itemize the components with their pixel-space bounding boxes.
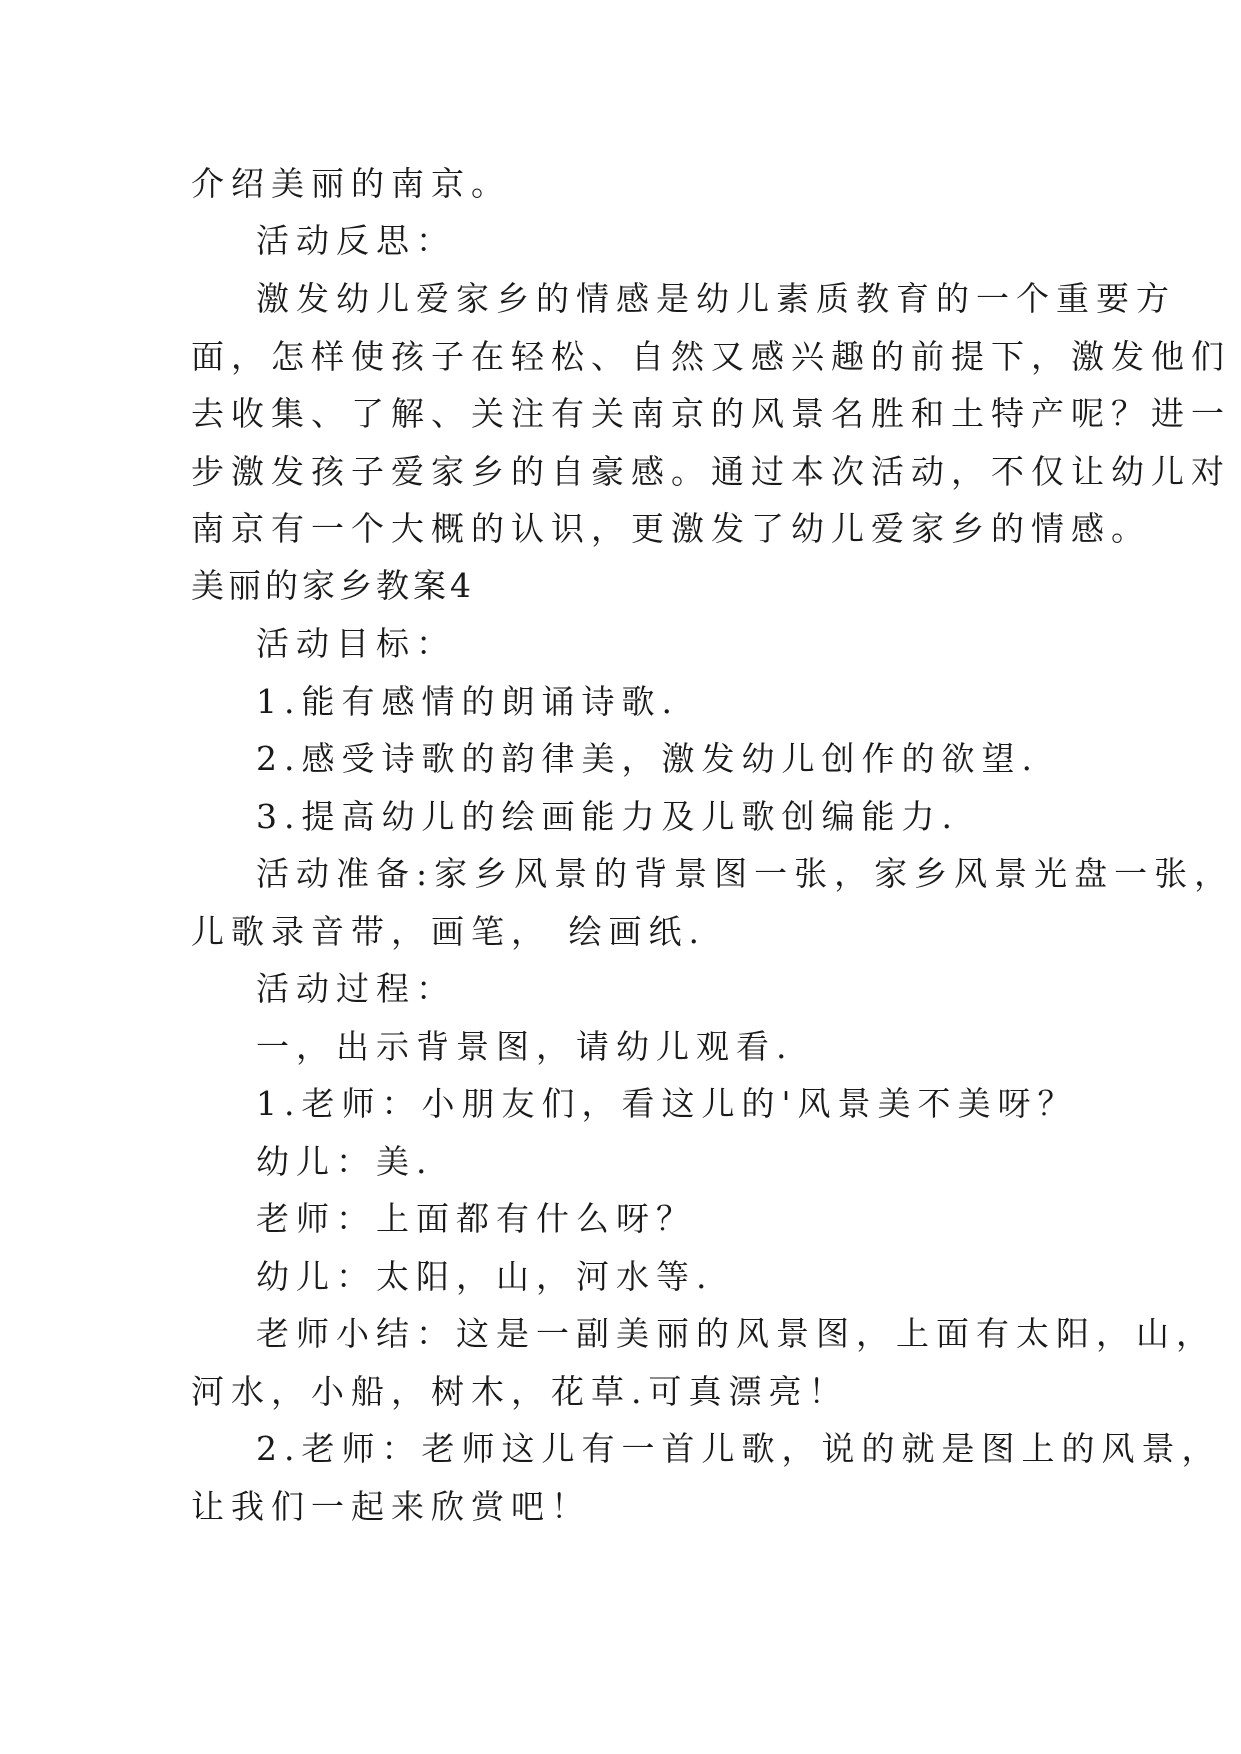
dialogue-line: 幼儿：美. — [256, 1142, 434, 1181]
section-label-process: 活动过程： — [256, 969, 456, 1008]
section-label-goals: 活动目标： — [256, 624, 456, 663]
section-label-reflection: 活动反思： — [256, 221, 456, 260]
preparation-line: 活动准备:家乡风景的背景图一张，家乡风景光盘一张， — [256, 854, 1235, 893]
dialogue-line: 1.老师：小朋友们，看这儿的'风景美不美呀？ — [256, 1084, 1078, 1123]
dialogue-line: 老师小结：这是一副美丽的风景图，上面有太阳，山， — [256, 1314, 1216, 1353]
paragraph-line: 南京有一个大概的认识，更激发了幼儿爱家乡的情感。 — [191, 509, 1151, 548]
paragraph-line: 让我们一起来欣赏吧！ — [191, 1487, 591, 1526]
paragraph-line: 去收集、了解、关注有关南京的风景名胜和土特产呢？进一 — [191, 394, 1231, 433]
process-step: 一，出示背景图，请幼儿观看. — [256, 1027, 794, 1066]
paragraph-line: 面，怎样使孩子在轻松、自然又感兴趣的前提下，激发他们 — [191, 337, 1231, 376]
dialogue-line: 老师：上面都有什么呀？ — [256, 1199, 696, 1238]
paragraph-line: 河水，小船，树木，花草.可真漂亮！ — [191, 1372, 849, 1411]
goal-item: 2.感受诗歌的韵律美，激发幼儿创作的欲望. — [256, 739, 1039, 778]
dialogue-line: 2.老师：老师这儿有一首儿歌，说的就是图上的风景， — [256, 1429, 1222, 1468]
lesson-title: 美丽的家乡教案4 — [191, 566, 475, 605]
paragraph-line: 激发幼儿爱家乡的情感是幼儿素质教育的一个重要方 — [256, 279, 1176, 318]
paragraph-line: 儿歌录音带，画笔， 绘画纸. — [191, 912, 706, 951]
paragraph-line: 步激发孩子爱家乡的自豪感。通过本次活动，不仅让幼儿对 — [191, 452, 1231, 491]
goal-item: 1.能有感情的朗诵诗歌. — [256, 682, 679, 721]
dialogue-line: 幼儿：太阳，山，河水等. — [256, 1257, 714, 1296]
goal-item: 3.提高幼儿的绘画能力及儿歌创编能力. — [256, 797, 959, 836]
paragraph-line: 介绍美丽的南京。 — [191, 164, 511, 203]
